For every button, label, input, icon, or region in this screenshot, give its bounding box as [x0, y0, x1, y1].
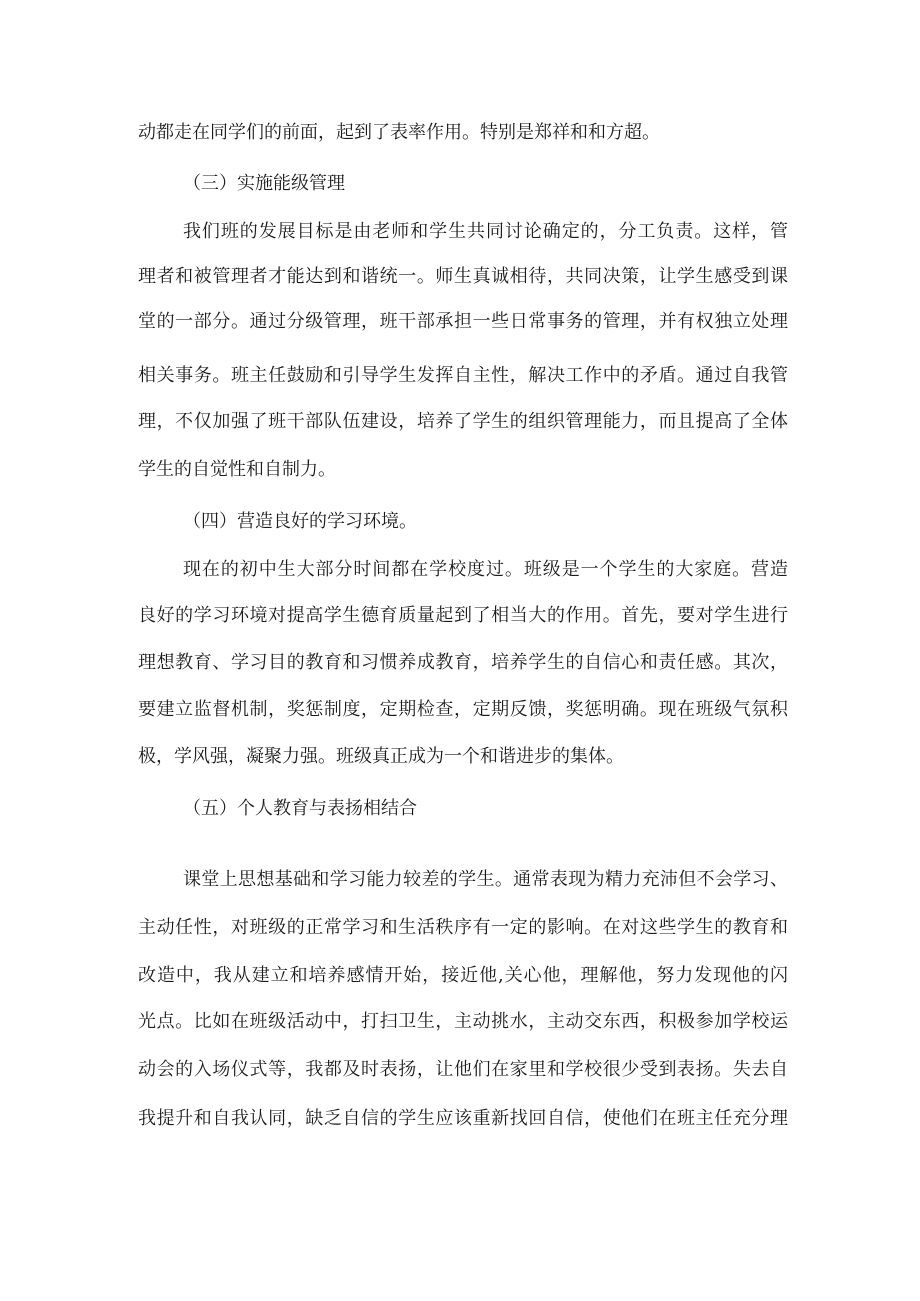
paragraph-line: 极，学风强，凝聚力强。班级真正成为一个和谐进步的集体。	[138, 746, 624, 767]
paragraph-line: 学生的自觉性和自制力。	[138, 459, 336, 480]
paragraph-line: 我提升和自我认同，缺乏自信的学生应该重新找回自信，使他们在班主任充分理	[138, 1108, 788, 1129]
section-heading-5: （五）个人教育与表扬相结合	[183, 798, 417, 819]
paragraph-line: 改造中，我从建立和培养感情开始，接近他,关心他，理解他，努力发现他的闪	[138, 965, 788, 986]
paragraph-line: 堂的一部分。通过分级管理，班干部承担一些日常事务的管理，并有权独立处理	[138, 311, 788, 332]
paragraph-line: 光点。比如在班级活动中，打扫卫生，主动挑水，主动交东西，积极参加学校运	[138, 1011, 788, 1032]
paragraph-line: 现在的初中生大部分时间都在学校度过。班级是一个学生的大家庭。营造	[183, 559, 788, 580]
paragraph-line: 动都走在同学们的前面，起到了表率作用。特别是郑祥和和方超。	[138, 122, 660, 143]
paragraph-line: 理想教育、学习目的教育和习惯养成教育，培养学生的自信心和责任感。其次，	[138, 652, 788, 673]
paragraph-line: 动会的入场仪式等，我都及时表扬，让他们在家里和学校很少受到表扬。失去自	[138, 1059, 788, 1080]
paragraph-line: 理，不仅加强了班干部队伍建设，培养了学生的组织管理能力，而且提高了全体	[138, 411, 788, 432]
paragraph-line: 我们班的发展目标是由老师和学生共同讨论确定的，分工负责。这样，管	[183, 221, 788, 242]
paragraph-line: 主动任性，对班级的正常学习和生活秩序有一定的影响。在对这些学生的教育和	[138, 917, 788, 938]
paragraph-line: 要建立监督机制，奖惩制度，定期检查，定期反馈，奖惩明确。现在班级气氛积	[138, 699, 788, 720]
paragraph-line: 相关事务。班主任鼓励和引导学生发挥自主性，解决工作中的矛盾。通过自我管	[138, 365, 788, 386]
paragraph-line: 课堂上思想基础和学习能力较差的学生。通常表现为精力充沛但不会学习、	[183, 869, 788, 890]
section-heading-3: （三）实施能级管理	[183, 173, 345, 194]
paragraph-line: 理者和被管理者才能达到和谐统一。师生真诚相待，共同决策，让学生感受到课	[138, 266, 788, 287]
section-heading-4: （四）营造良好的学习环境。	[183, 511, 417, 532]
paragraph-line: 良好的学习环境对提高学生德育质量起到了相当大的作用。首先，要对学生进行	[138, 605, 788, 626]
